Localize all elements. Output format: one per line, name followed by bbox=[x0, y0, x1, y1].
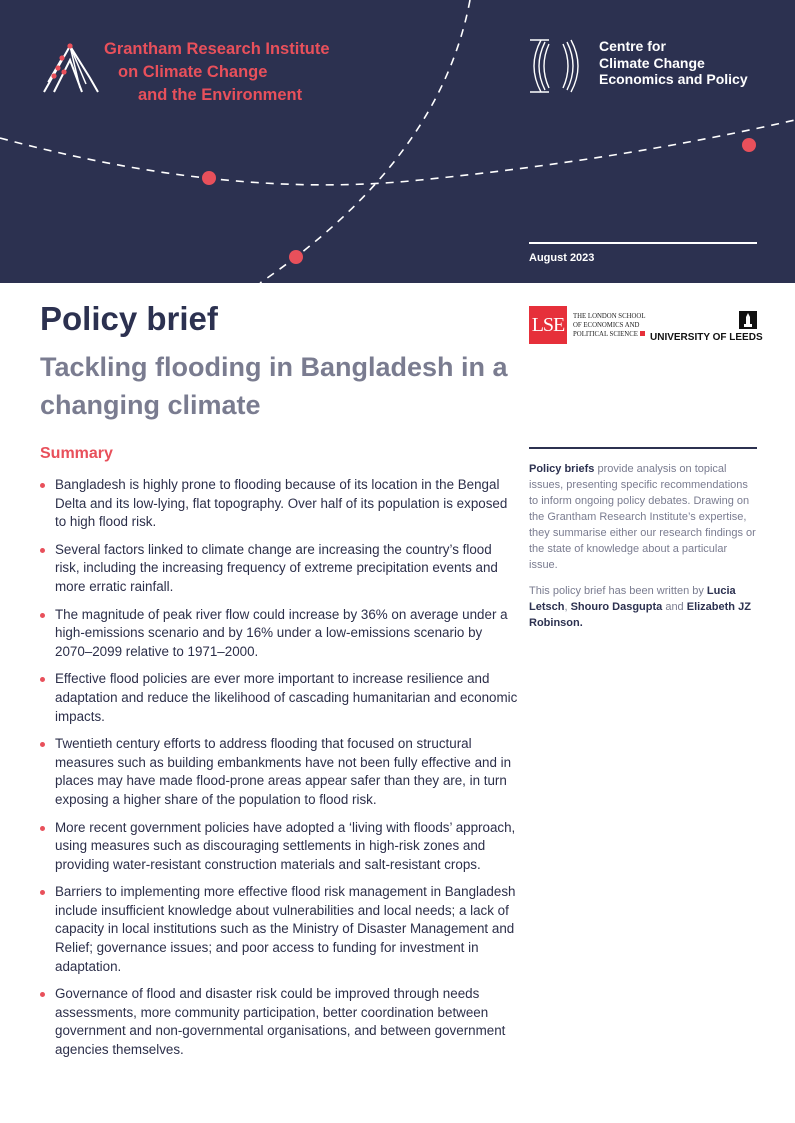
document-subtitle: Tackling flooding in Bangladesh in a changing climate bbox=[40, 352, 508, 420]
bullet-dot-icon bbox=[40, 992, 45, 997]
bullet-text: The magnitude of peak river flow could increase by 36% on average under a high-emissions scenario and by 16% under a low-emissions scenario by 2070–2099 relative to 1971–2000. bbox=[55, 606, 508, 659]
author-name: Shouro Dasgupta bbox=[570, 601, 663, 613]
grantham-logo bbox=[40, 38, 330, 107]
sidebar-divider bbox=[529, 447, 757, 449]
lse-name-line: POLITICAL SCIENCE bbox=[573, 330, 638, 338]
bullet-dot-icon bbox=[40, 613, 45, 618]
summary-list bbox=[40, 476, 518, 1069]
bullet-dot-icon bbox=[40, 742, 45, 747]
bullet-text: More recent government policies have adopted a ‘living with floods’ approach, using measures such as discouraging settlements in high-risk zones and providing water-resistant construction materials and salt-resistant crops. bbox=[55, 819, 516, 872]
grantham-name-line: and the Environment bbox=[138, 86, 303, 104]
bullet-text: Effective flood policies are ever more important to increase resilience and adaptation and reduce the likelihood of cascading humanitarian and economic impacts. bbox=[55, 671, 518, 724]
author-name: Lucia Letsch bbox=[529, 585, 736, 613]
grantham-name-line: Grantham Research Institute bbox=[104, 40, 330, 58]
summary-heading: Summary bbox=[40, 445, 113, 462]
cccep-name-line: Climate Change bbox=[599, 54, 705, 71]
header-banner bbox=[0, 0, 795, 283]
bullet-dot-icon bbox=[40, 483, 45, 488]
list-item bbox=[40, 735, 518, 809]
author-separator: , bbox=[564, 601, 571, 613]
lse-logo bbox=[529, 306, 646, 344]
bullet-dot-icon bbox=[40, 677, 45, 682]
sidebar-info bbox=[529, 461, 757, 641]
orbit-dot bbox=[202, 171, 216, 185]
list-item bbox=[40, 985, 518, 1059]
bullet-text: Barriers to implementing more effective flood risk management in Bangladesh include insufficient knowledge about vulnerabilities and local needs; a lack of capacity in local institutions such as the Ministry of Disaster Management and Relief; governance issues; and poor access to funding for investment in adaptation. bbox=[55, 884, 516, 974]
cccep-brackets-icon bbox=[527, 38, 585, 94]
cccep-name-line: Centre for bbox=[599, 38, 666, 54]
sidebar-authors bbox=[529, 583, 757, 631]
bullet-text: Bangladesh is highly prone to flooding because of its location in the Bengal Delta and its low-lying, flat topography. Over half of its population is exposed to high flood risk. bbox=[55, 477, 508, 530]
lse-mark: LSE bbox=[529, 306, 567, 344]
list-item bbox=[40, 476, 518, 532]
list-item bbox=[40, 883, 518, 976]
cccep-logo bbox=[527, 38, 748, 94]
sidebar-description bbox=[529, 461, 757, 573]
lse-name-line: THE LONDON SCHOOL bbox=[573, 312, 646, 320]
authors-intro: This policy brief has been written by bbox=[529, 585, 707, 597]
list-item bbox=[40, 819, 518, 875]
leeds-name: UNIVERSITY OF LEEDS bbox=[650, 332, 763, 343]
orbit-dot bbox=[289, 250, 303, 264]
lse-name-line: OF ECONOMICS AND bbox=[573, 321, 640, 329]
bullet-dot-icon bbox=[40, 826, 45, 831]
policy-briefs-label: Policy briefs bbox=[529, 463, 595, 475]
grantham-name-line: on Climate Change bbox=[118, 63, 268, 81]
list-item bbox=[40, 606, 518, 662]
bullet-text: Several factors linked to climate change are increasing the country’s flood risk, including the increasing frequency of extreme precipitation events and more erratic rainfall. bbox=[55, 541, 498, 594]
grantham-mountain-icon bbox=[40, 38, 102, 96]
orbit-dot bbox=[742, 138, 756, 152]
author-separator: and bbox=[662, 601, 687, 613]
author-name: Elizabeth JZ Robinson. bbox=[529, 601, 751, 629]
publication-date: August 2023 bbox=[529, 252, 595, 264]
sidebar-description-text: provide analysis on topical issues, presenting specific recommendations to inform ongoing policy debates. Drawing on the Grantham Research Institute’s expertise, they summarise either our research findings or the state of knowledge about a particular issue. bbox=[529, 463, 756, 571]
list-item bbox=[40, 541, 518, 597]
date-divider bbox=[529, 242, 757, 244]
leeds-tower-icon bbox=[738, 310, 758, 330]
list-item bbox=[40, 670, 518, 726]
bullet-text: Twentieth century efforts to address flooding that focused on structural measures such as building embankments have not been fully effective and in places may have made flood-prone areas appear safer than they are, in turn exposing a higher share of the population to flood risk. bbox=[55, 736, 512, 807]
cccep-name-line: Economics and Policy bbox=[599, 71, 748, 87]
bullet-dot-icon bbox=[40, 548, 45, 553]
document-type-title: Policy brief bbox=[40, 300, 218, 337]
bullet-text: Governance of flood and disaster risk could be improved through needs assessments, more community participation, better coordination between government and non-governmental organisations, and between government agencies themselves. bbox=[55, 986, 506, 1058]
bullet-dot-icon bbox=[40, 890, 45, 895]
lse-square-icon bbox=[640, 331, 645, 336]
